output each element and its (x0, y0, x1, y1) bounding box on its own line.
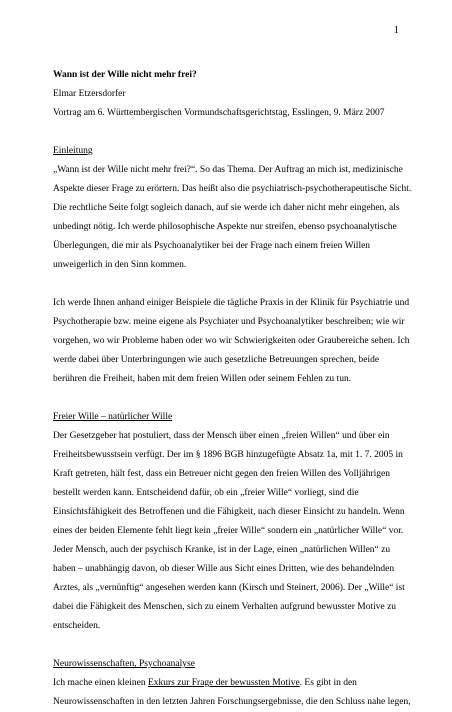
text-line: Der Gesetzgeber hat postuliert, dass der Mensch über einen „freien Willen“ und über ein (53, 431, 390, 441)
text-line: „Wann ist der Wille nicht mehr frei?“. So das Thema. Der Auftrag an mich ist, medizinische (53, 165, 403, 175)
text-line: unbedingt nötig. Ich werde philosophische Aspekte nur streifen, ebenso psychoanalytische (53, 222, 397, 232)
text-line: Die rechtliche Seite folgt sogleich danach, auf sie werde ich daher nicht mehr eingehen, als (53, 203, 400, 213)
section-heading-einleitung: Einleitung (53, 146, 93, 156)
text-line: bestellt werden kann. Entscheidend dafür, ob ein „freier Wille“ vorliegt, sind die (53, 488, 359, 498)
text-line: berühren die Freiheit, haben mit dem freien Willen oder seinem Fehlen zu tun. (53, 374, 352, 384)
text-line: unweigerlich in den Sinn kommen. (53, 260, 187, 270)
text-line: Einsichtsfähigkeit des Betroffenen und die Fähigkeit, nach dieser Einsicht zu handeln. Wenn (53, 507, 405, 517)
text-line: vorgehen, wo wir Probleme haben oder wo wir Schwierigkeiten oder Graubereiche sehen. Ich (53, 336, 410, 346)
text-line: dabei die Fähigkeit des Menschen, sich zu einem Verhalten aufgrund bewusster Motive zu (53, 602, 397, 612)
text-line: Arztes, als „vernünftig“ angesehen werden kann (Kirsch und Steinert, 2006). Der „Wille“ ist (53, 583, 405, 593)
text-line: entscheiden. (53, 621, 101, 631)
text-line (53, 674, 401, 693)
underlined-phrase: Exkurs zur Frage der bewussten Motive (147, 678, 300, 688)
text-line: Jeder Mensch, auch der psychisch Kranke, ist in der Lage, einen „natürlichen Willen“ zu (53, 545, 391, 555)
paragraph-einleitung-2 (53, 294, 410, 389)
text-line: Aspekte dieser Frage zu erörtern. Das heißt also die psychiatrisch-psychotherapeutische Sicht. (53, 184, 412, 194)
text-line: eines der beiden Elemente fehlt liegt kein „freier Wille“ sondern ein „natürlicher Wille“ vor. (53, 526, 404, 536)
text-line: Neurowissenschaften in den letzten Jahren Forschungsergebnisse, die den Schluss nahe legen, (53, 697, 411, 707)
document-body (53, 66, 412, 712)
talk-info-line: Vortrag am 6. Württembergischen Vormundschaftsgerichtstag, Esslingen, 9. März 2007 (53, 108, 385, 118)
paragraph-neurowissenschaften (53, 674, 411, 712)
document-title: Wann ist der Wille nicht mehr frei? (53, 70, 197, 80)
text-line: Freiheitsbewusstsein verfügt. Der im § 1896 BGB hinzugefügte Absatz 1a, mit 1. 7. 2005 in (53, 450, 403, 460)
section-heading-neurowissenschaften: Neurowissenschaften, Psychoanalyse (53, 659, 195, 669)
text-line: werde dabei über Unterbringungen wie auch gesetzliche Betreuungen sprechen, beide (53, 355, 380, 365)
text-line: Psychotherapie bzw. meine eigene als Psychiater und Psychoanalytiker beschreiben; wie wir (53, 317, 405, 327)
text-line: Ich werde Ihnen anhand einiger Beispiele die tägliche Praxis in der Klinik für Psychiatrie und (53, 298, 410, 308)
text-fragment: Ich mache einen kleinen (53, 678, 148, 688)
paragraph-freier-wille (53, 427, 405, 636)
paragraph-einleitung-1 (53, 161, 412, 275)
section-heading-freier-wille: Freier Wille – natürlicher Wille (53, 412, 173, 422)
author-line: Elmar Etzersdorfer (53, 89, 126, 99)
page-number: 1 (393, 25, 399, 36)
text-line: Überlegungen, die mir als Psychoanalytiker bei der Frage nach einem freien Willen (53, 241, 371, 251)
text-fragment: . Es gibt in den (299, 678, 357, 688)
text-line: Kraft getreten, hält fest, dass ein Betreuer nicht gegen den freien Willen des Volljährigen (53, 469, 391, 479)
text-line: haben – unabhängig davon, ob dieser Wille aus Sicht eines Dritten, wie des behandelnden (53, 564, 395, 574)
